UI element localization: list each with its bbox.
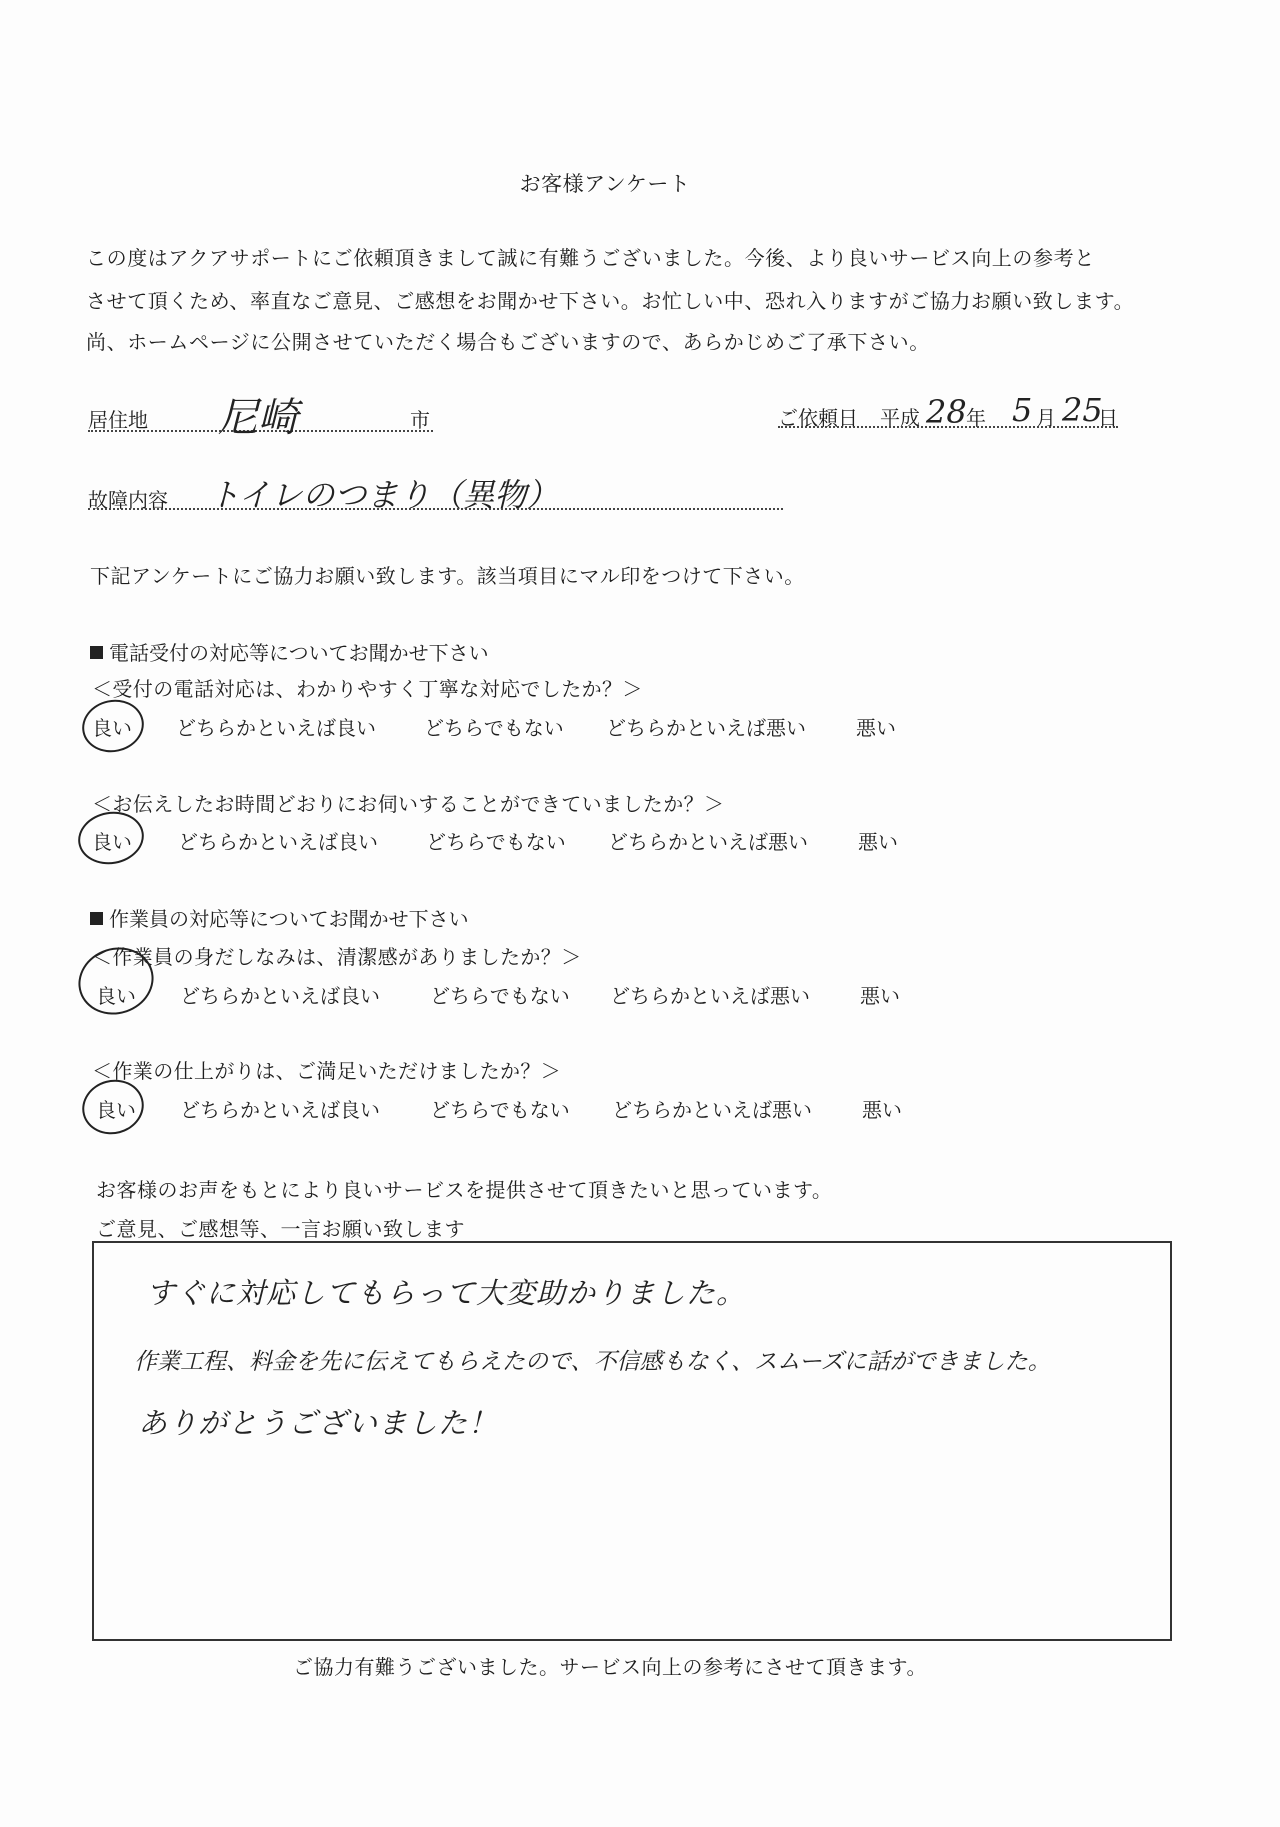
section-phone-heading-text: 電話受付の対応等についてお聞かせ下さい — [109, 641, 489, 665]
section-worker-heading-text: 作業員の対応等についてお聞かせ下さい — [109, 907, 469, 931]
request-date-year: 28 — [926, 393, 967, 431]
question-arrival-time: ＜お伝えしたお時間どおりにお伺いすることができていましたか？＞ — [92, 792, 725, 816]
intro-line-2: させて頂くため、率直なご意見、ご感想をお聞かせ下さい。お忙しい中、恐れ入りますがご協力お願い致します。 — [86, 289, 1135, 313]
request-date-label: ご依頼日 — [778, 406, 858, 430]
section-worker-heading — [90, 903, 469, 932]
option-good[interactable]: 良い — [92, 716, 132, 740]
request-date-day: 25 — [1062, 391, 1103, 429]
residence-label: 居住地 — [88, 408, 148, 432]
request-date-month: 5 — [1012, 391, 1033, 429]
option-bad[interactable]: 悪い — [860, 984, 900, 1008]
closing-prompt: お客様のお声をもとにより良いサービスを提供させて頂きたいと思っています。 — [96, 1178, 833, 1202]
square-bullet-icon — [90, 912, 103, 925]
option-somewhat-good[interactable]: どちらかといえば良い — [180, 984, 380, 1008]
option-neutral[interactable]: どちらでもない — [430, 984, 570, 1008]
footer-text: ご協力有難うございました。サービス向上の参考にさせて頂きます。 — [293, 1655, 927, 1679]
option-bad[interactable]: 悪い — [862, 1098, 902, 1122]
request-date-month-unit: 月 — [1036, 406, 1056, 430]
request-date-year-unit: 年 — [966, 406, 986, 430]
fault-label: 故障内容 — [88, 488, 168, 512]
option-bad[interactable]: 悪い — [858, 830, 898, 854]
fault-dotted-line — [88, 508, 783, 510]
option-somewhat-good[interactable]: どちらかといえば良い — [176, 716, 376, 740]
comment-line-3: ありがとうございました！ — [138, 1406, 499, 1440]
request-date-era: 平成 — [880, 406, 920, 430]
comment-line-1: すぐに対応してもらって大変助かりました。 — [146, 1276, 747, 1310]
square-bullet-icon — [90, 646, 103, 659]
option-somewhat-bad[interactable]: どちらかといえば悪い — [608, 830, 808, 854]
comment-box[interactable] — [92, 1241, 1172, 1641]
intro-line-1: この度はアクアサポートにご依頼頂きまして誠に有難うございました。今後、より良いサービス向上の参考と — [86, 246, 1095, 270]
option-somewhat-bad[interactable]: どちらかといえば悪い — [610, 984, 810, 1008]
option-somewhat-good[interactable]: どちらかといえば良い — [178, 830, 378, 854]
option-good[interactable]: 良い — [92, 830, 132, 854]
question-appearance: ＜作業員の身だしなみは、清潔感がありましたか？＞ — [92, 945, 582, 969]
question-phone-clarity: ＜受付の電話対応は、わかりやすく丁寧な対応でしたか？＞ — [92, 677, 643, 701]
comment-line-2: 作業工程、料金を先に伝えてもらえたので、不信感もなく、スムーズに話ができました。 — [134, 1349, 1051, 1375]
section-phone-heading — [90, 637, 489, 666]
option-somewhat-bad[interactable]: どちらかといえば悪い — [612, 1098, 812, 1122]
intro-line-3: 尚、ホームページに公開させていただく場合もございますので、あらかじめご了承下さい。 — [86, 330, 930, 354]
option-somewhat-good[interactable]: どちらかといえば良い — [180, 1098, 380, 1122]
comment-label: ご意見、ご感想等、一言お願い致します — [96, 1217, 465, 1241]
handwritten-circle-mark — [77, 694, 148, 758]
option-good[interactable]: 良い — [96, 1098, 136, 1122]
option-somewhat-bad[interactable]: どちらかといえば悪い — [606, 716, 806, 740]
page-title: お客様アンケート — [519, 172, 691, 196]
option-neutral[interactable]: どちらでもない — [426, 830, 566, 854]
residence-suffix: 市 — [410, 408, 430, 432]
option-neutral[interactable]: どちらでもない — [430, 1098, 570, 1122]
request-date-day-unit: 日 — [1098, 406, 1118, 430]
option-bad[interactable]: 悪い — [856, 716, 896, 740]
option-neutral[interactable]: どちらでもない — [424, 716, 564, 740]
residence-value: 尼崎 — [218, 395, 298, 441]
instruction-text: 下記アンケートにご協力お願い致します。該当項目にマル印をつけて下さい。 — [90, 564, 805, 588]
question-workmanship: ＜作業の仕上がりは、ご満足いただけましたか？＞ — [92, 1059, 562, 1083]
request-date-dotted-line — [778, 426, 1118, 428]
fault-value: トイレのつまり（異物） — [208, 476, 559, 514]
option-good[interactable]: 良い — [96, 984, 136, 1008]
